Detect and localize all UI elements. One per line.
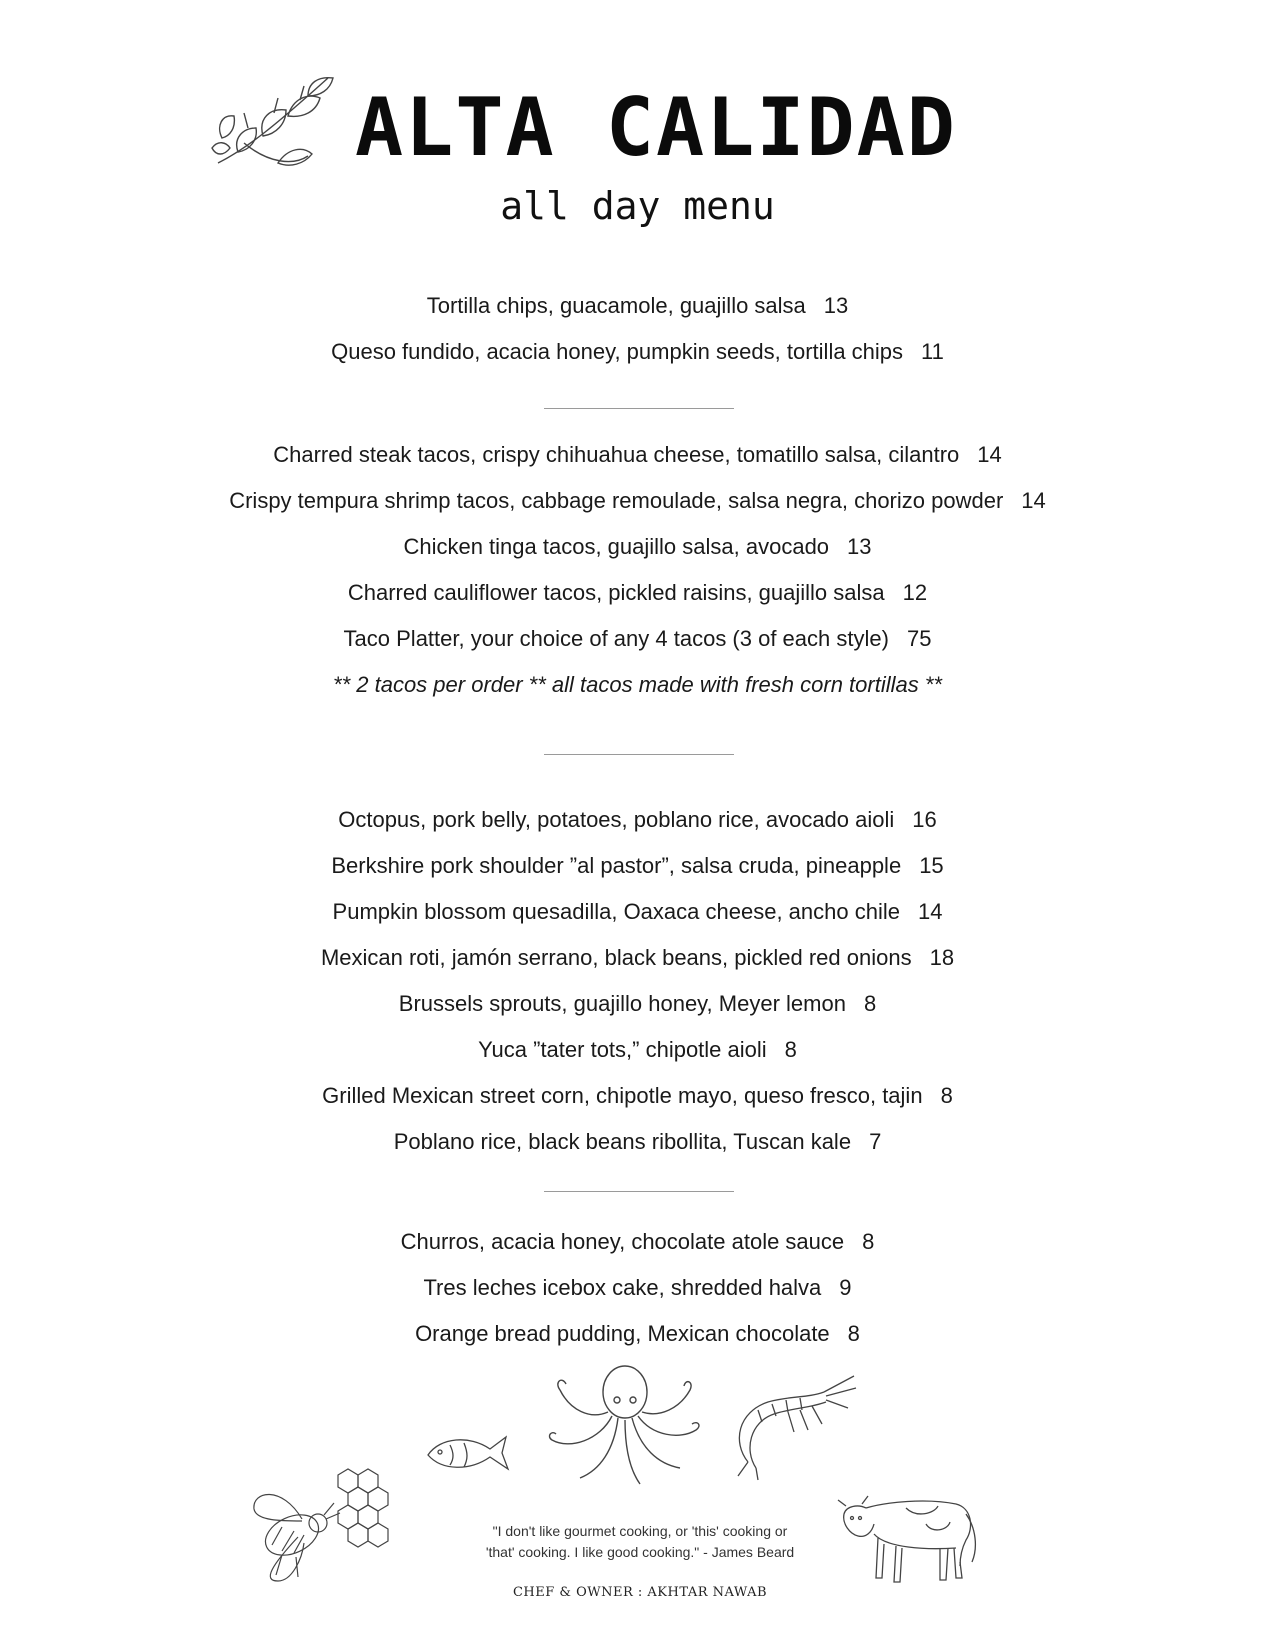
item-name: Grilled Mexican street corn, chipotle mayo, queso fresco, tajin — [322, 1083, 923, 1108]
item-price: 7 — [869, 1129, 882, 1154]
menu-item — [0, 1265, 1275, 1311]
quote-line: 'that' cooking. I like good cooking." - James Beard — [485, 1544, 795, 1560]
item-name: Tres leches icebox cake, shredded halva — [423, 1275, 822, 1300]
menu-item — [0, 889, 1275, 935]
item-price: 13 — [823, 293, 849, 318]
item-name: Charred cauliflower tacos, pickled raisins, guajillo salsa — [347, 580, 885, 605]
item-price: 9 — [839, 1275, 852, 1300]
chef-credit: CHEF & OWNER : AKHTAR NAWAB — [512, 1585, 768, 1600]
menu-item — [0, 283, 1275, 329]
item-name: Mexican roti, jamón serrano, black beans, pickled red onions — [320, 945, 912, 970]
item-name: Taco Platter, your choice of any 4 tacos (3 of each style) — [343, 626, 889, 651]
bee-honeycomb-illustration — [242, 1465, 402, 1585]
item-price: 8 — [863, 991, 877, 1016]
cow-illustration — [836, 1478, 981, 1598]
item-price: 14 — [977, 442, 1002, 467]
menu-item — [0, 1219, 1275, 1265]
item-price: 8 — [847, 1321, 860, 1346]
menu-item — [0, 935, 1275, 981]
restaurant-name: ALTA CALIDAD — [355, 81, 957, 174]
item-name: Crispy tempura shrimp tacos, cabbage remoulade, salsa negra, chorizo powder — [229, 488, 1004, 513]
octopus-illustration — [540, 1360, 710, 1490]
fish-illustration — [420, 1425, 512, 1479]
item-price: 16 — [912, 807, 937, 832]
menu-item — [0, 524, 1275, 570]
tacos-note: ** 2 tacos per order ** all tacos made with fresh corn tortillas ** — [333, 672, 942, 697]
item-name: Brussels sprouts, guajillo honey, Meyer lemon — [398, 991, 846, 1016]
menu-item — [0, 1311, 1275, 1357]
item-price: 13 — [847, 534, 872, 559]
shrimp-illustration — [728, 1372, 858, 1482]
quote-line: "I don't like gourmet cooking, or 'this' cooking or — [492, 1523, 788, 1539]
item-name: Poblano rice, black beans ribollita, Tuscan kale — [393, 1129, 852, 1154]
menu-item — [0, 329, 1275, 375]
item-price: 12 — [902, 580, 928, 605]
item-name: Charred steak tacos, crispy chihuahua cheese, tomatillo salsa, cilantro — [273, 442, 960, 467]
item-price: 8 — [784, 1037, 797, 1062]
starters-section — [0, 283, 1275, 375]
item-price: 15 — [919, 853, 944, 878]
item-price: 11 — [921, 339, 944, 364]
menu-item — [0, 570, 1275, 616]
brand-header — [0, 78, 1275, 188]
james-beard-quote — [440, 1521, 840, 1563]
leaves-illustration — [208, 68, 348, 178]
item-price: 8 — [940, 1083, 953, 1108]
item-price: 18 — [929, 945, 955, 970]
item-price: 14 — [917, 899, 943, 924]
menu-item — [0, 981, 1275, 1027]
desserts-section — [0, 1219, 1275, 1357]
menu-item — [0, 1073, 1275, 1119]
menu-item — [0, 432, 1275, 478]
item-name: Chicken tinga tacos, guajillo salsa, avocado — [403, 534, 830, 559]
menu-item — [0, 797, 1275, 843]
section-divider — [544, 1191, 734, 1192]
item-price: 75 — [906, 626, 932, 651]
item-name: Octopus, pork belly, potatoes, poblano rice, avocado aioli — [338, 807, 895, 832]
menu-item — [0, 478, 1275, 524]
item-name: Orange bread pudding, Mexican chocolate — [415, 1321, 830, 1346]
item-name: Pumpkin blossom quesadilla, Oaxaca cheese, ancho chile — [332, 899, 900, 924]
item-name: Tortilla chips, guacamole, guajillo salsa — [426, 293, 806, 318]
menu-item — [0, 1119, 1275, 1165]
item-name: Churros, acacia honey, chocolate atole sauce — [400, 1229, 845, 1254]
tacos-section — [0, 432, 1275, 708]
item-name: Berkshire pork shoulder ”al pastor”, salsa cruda, pineapple — [331, 853, 902, 878]
item-price: 8 — [862, 1229, 875, 1254]
item-price: 14 — [1021, 488, 1046, 513]
plates-section — [0, 797, 1275, 1165]
menu-item — [0, 1027, 1275, 1073]
section-divider — [544, 754, 734, 755]
menu-item — [0, 843, 1275, 889]
item-name: Yuca ”tater tots,” chipotle aioli — [478, 1037, 767, 1062]
menu-subtitle: all day menu — [500, 184, 775, 228]
menu-item — [0, 616, 1275, 662]
item-name: Queso fundido, acacia honey, pumpkin seeds, tortilla chips — [331, 339, 904, 364]
section-divider — [544, 408, 734, 409]
